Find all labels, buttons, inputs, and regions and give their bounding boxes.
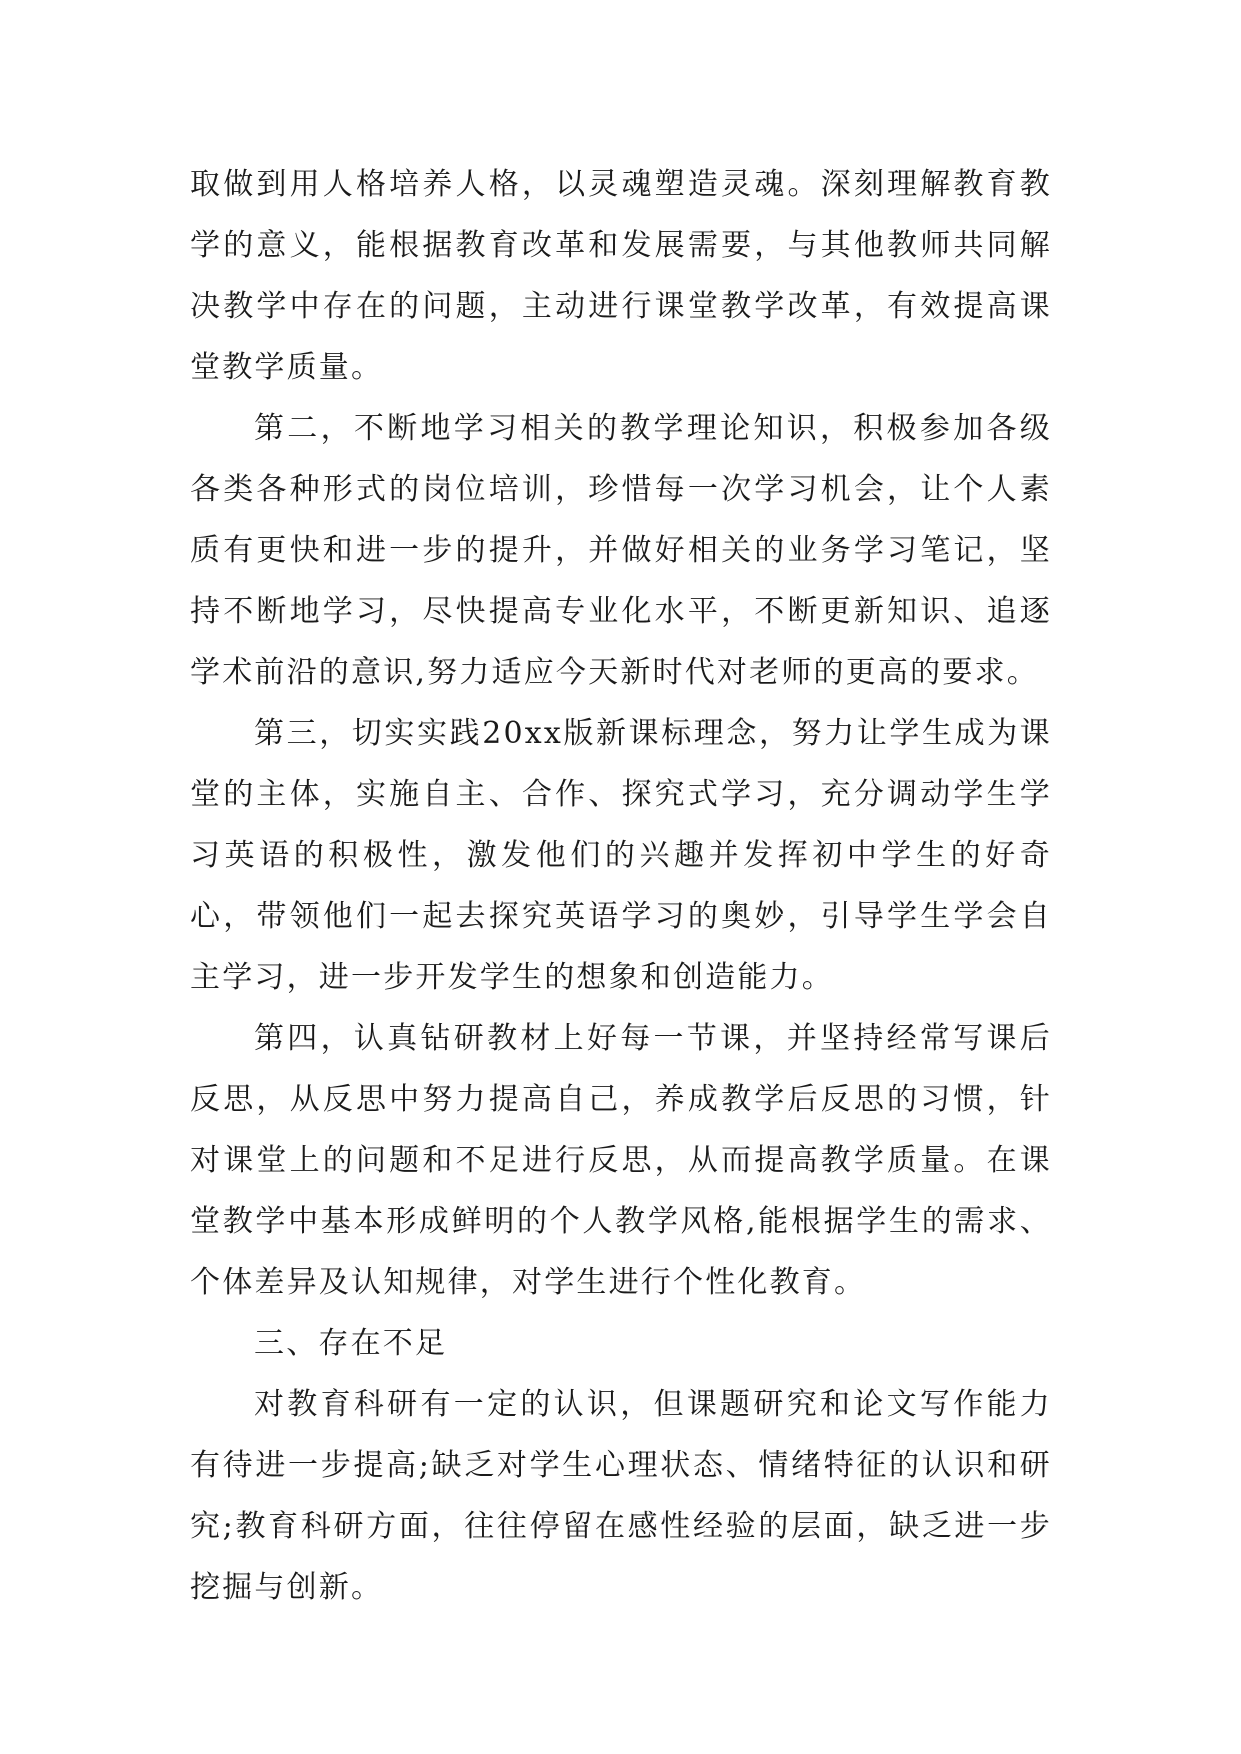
document-body bbox=[190, 154, 1052, 1618]
paragraph-third-point: 第三，切实实践20xx版新课标理念，努力让学生成为课堂的主体，实施自主、合作、探究式学习，充分调动学生学习英语的积极性，激发他们的兴趣并发挥初中学生的好奇心，带领他们一起去探究英语学习的奥妙，引导学生学会自主学习，进一步开发学生的想象和创造能力。 bbox=[190, 716, 1052, 995]
section-heading-shortcomings: 三、存在不足 bbox=[254, 1326, 448, 1361]
paragraph-shortcomings: 对教育科研有一定的认识，但课题研究和论文写作能力有待进一步提高;缺乏对学生心理状态、情绪特征的认识和研究;教育科研方面，往往停留在感性经验的层面，缺乏进一步挖掘与创新。 bbox=[190, 1387, 1052, 1605]
paragraph-continuation: 取做到用人格培养人格，以灵魂塑造灵魂。深刻理解教育教学的意义，能根据教育改革和发展需要，与其他教师共同解决教学中存在的问题，主动进行课堂教学改革，有效提高课堂教学质量。 bbox=[190, 167, 1052, 385]
paragraph-second-point: 第二，不断地学习相关的教学理论知识，积极参加各级各类各种形式的岗位培训，珍惜每一次学习机会，让个人素质有更快和进一步的提升，并做好相关的业务学习笔记，坚持不断地学习，尽快提高专业化水平，不断更新知识、追逐学术前沿的意识,努力适应今天新时代对老师的更高的要求。 bbox=[190, 411, 1052, 690]
paragraph-fourth-point: 第四，认真钻研教材上好每一节课，并坚持经常写课后反思，从反思中努力提高自己，养成教学后反思的习惯，针对课堂上的问题和不足进行反思，从而提高教学质量。在课堂教学中基本形成鲜明的个人教学风格,能根据学生的需求、个体差异及认知规律，对学生进行个性化教育。 bbox=[190, 1021, 1052, 1300]
